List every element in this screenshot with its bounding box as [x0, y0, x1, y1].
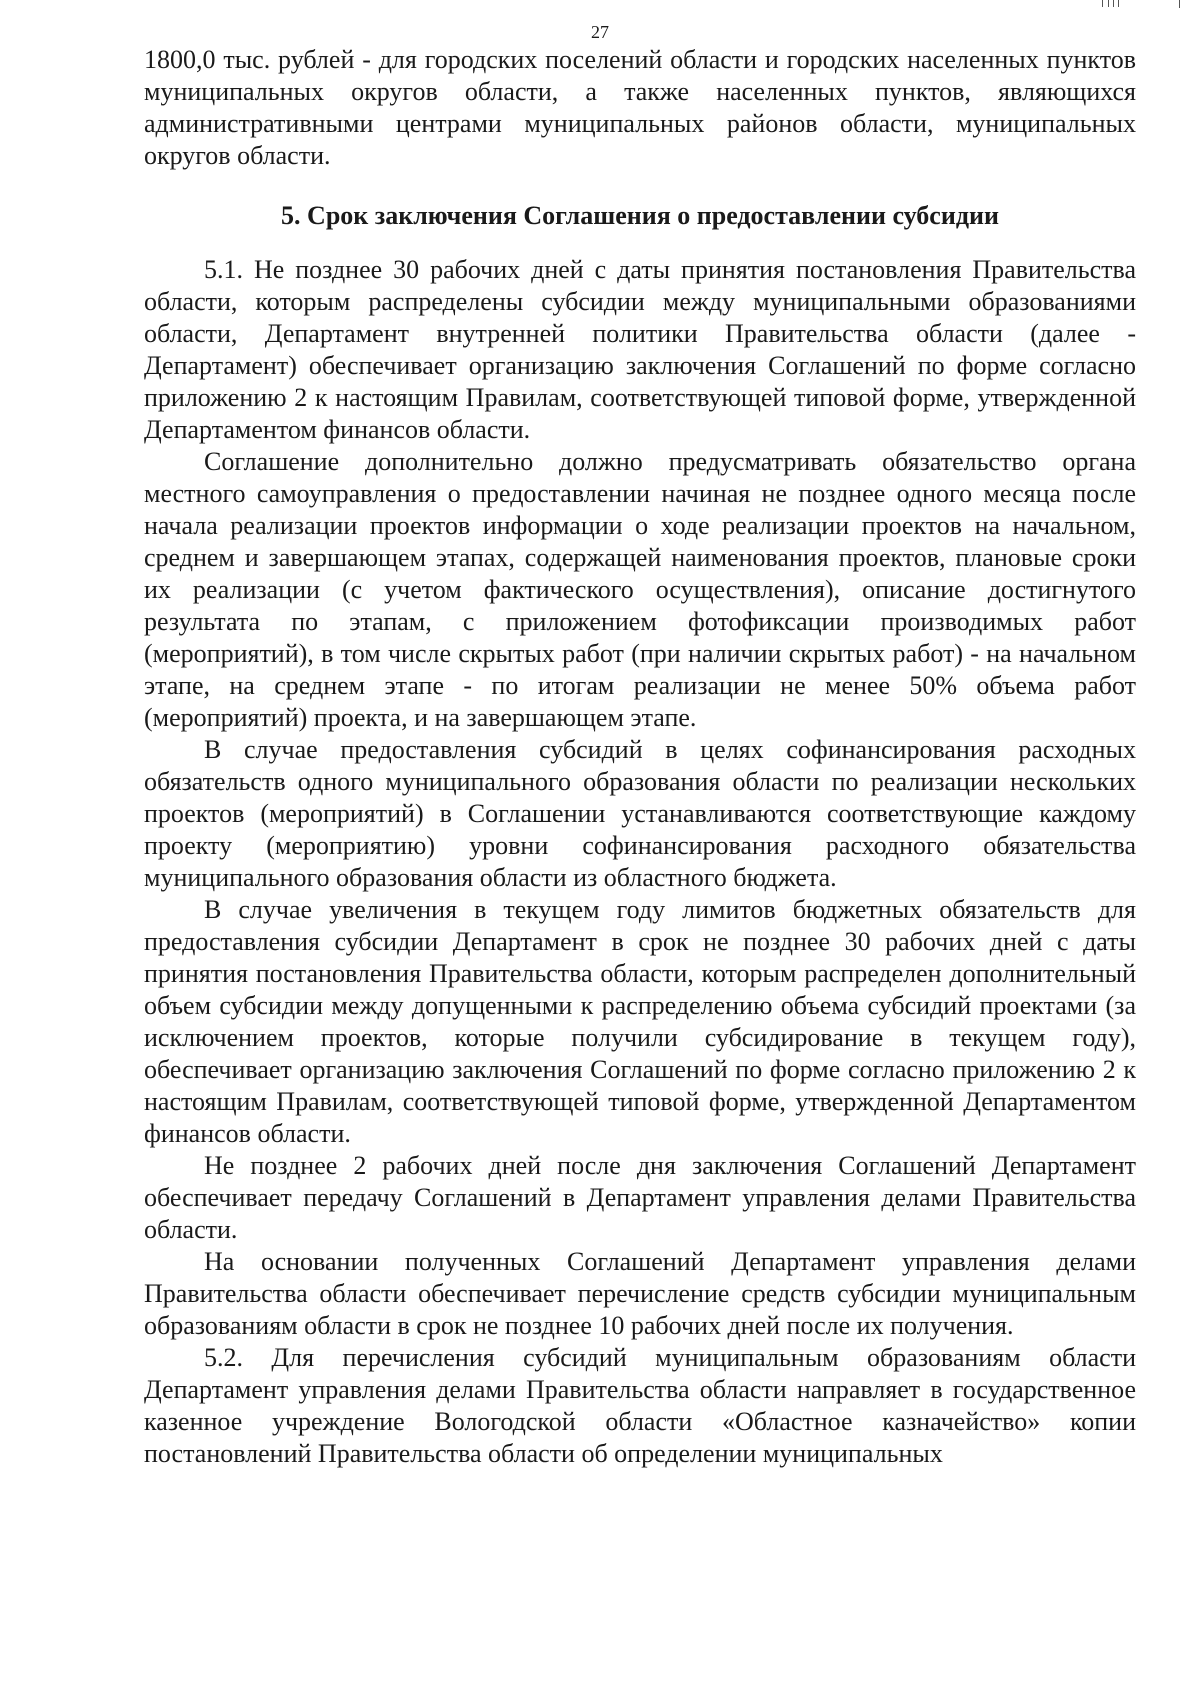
paragraph-5-2: 5.2. Для перечисления субсидий муниципальным образованиям области Департамент управления делами Правительства области направляет в государственное казенное учреждение Вологодской области «Областное казначейство» копии постановлений Правительства области об определении муниципальных: [144, 1343, 1136, 1468]
page-number: 27: [591, 22, 609, 42]
intro-paragraph: 1800,0 тыс. рублей - для городских поселений области и городских населенных пунктов муниципальных округов области, а также населенных пунктов, являющихся административными центрами муниципальных районов области, муниципальных округов области.: [144, 45, 1136, 170]
paragraph-agreement-obligation: Соглашение дополнительно должно предусматривать обязательство органа местного самоуправления о предоставлении начиная не позднее одного месяца после начала реализации проектов информации о ходе реализации проектов на начальном, среднем и завершающем этапах, содержащей наименования проектов, плановые сроки их реализации (с учетом фактического осуществления), описание достигнутого результата по этапам, с приложением фотофиксации производимых работ (мероприятий), в том числе скрытых работ (при наличии скрытых работ) - на начальном этапе, на среднем этапе - по итогам реализации не менее 50% объема работ (мероприятий) проекта, и на завершающем этапе.: [144, 447, 1136, 732]
document-body: [144, 44, 1136, 1470]
scan-edge-marks: [1082, 0, 1182, 8]
paragraph-cofinancing: В случае предоставления субсидий в целях софинансирования расходных обязательств одного муниципального образования области по реализации нескольких проектов (мероприятий) в Соглашении устанавливаются соответствующие каждому проекту (мероприятию) уровни софинансирования расходного обязательства муниципального образования области из областного бюджета.: [144, 735, 1136, 892]
paragraph-5-1: 5.1. Не позднее 30 рабочих дней с даты принятия постановления Правительства области, которым распределены субсидии между муниципальными образованиями области, Департамент внутренней политики Правительства области (далее - Департамент) обеспечивает организацию заключения Соглашений по форме согласно приложению 2 к настоящим Правилам, соответствующей типовой форме, утвержденной Департаментом финансов области.: [144, 255, 1136, 444]
paragraph-limits-increase: В случае увеличения в текущем году лимитов бюджетных обязательств для предоставления субсидии Департамент в срок не позднее 30 рабочих дней с даты принятия постановления Правительства области, которым распределен дополнительный объем субсидии между допущенными к распределению объема субсидий проектами (за исключением проектов, которые получили субсидирование в текущем году), обеспечивает организацию заключения Соглашений по форме согласно приложению 2 к настоящим Правилам, соответствующей типовой форме, утвержденной Департаментом финансов области.: [144, 895, 1136, 1148]
section-heading: 5. Срок заключения Соглашения о предоставлении субсидии: [281, 201, 999, 230]
paragraph-transfer: Не позднее 2 рабочих дней после дня заключения Соглашений Департамент обеспечивает передачу Соглашений в Департамент управления делами Правительства области.: [144, 1151, 1136, 1244]
paragraph-payment: На основании полученных Соглашений Департамент управления делами Правительства области обеспечивает перечисление средств субсидии муниципальным образованиям области в срок не позднее 10 рабочих дней после их получения.: [144, 1247, 1136, 1340]
